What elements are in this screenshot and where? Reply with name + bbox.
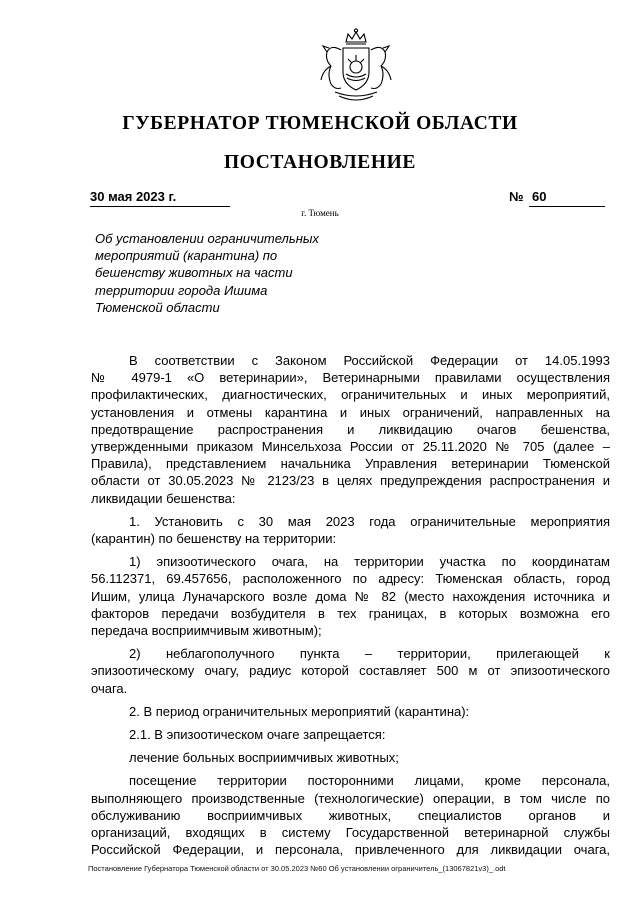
text-line: установления и отмены карантина и иных ограничений, направленных на bbox=[91, 404, 610, 420]
text-line: очага. bbox=[91, 680, 128, 696]
number-sign: № bbox=[509, 189, 524, 204]
paragraph-2-1-item bbox=[91, 749, 610, 766]
number-field bbox=[529, 188, 605, 207]
subject-line: мероприятий (карантина) по bbox=[95, 248, 278, 264]
text-line: утвержденными приказом Минсельхоза России от 25.11.2020 № 705 (далее – bbox=[91, 439, 610, 455]
text-line: предотвращение распространения и ликвидацию очагов бешенства, bbox=[91, 421, 610, 437]
text-line: Правила), представлением начальника Управления ветеринарии Тюменской bbox=[91, 456, 610, 472]
subject-block bbox=[95, 230, 355, 316]
city-label: г. Тюмень bbox=[301, 208, 339, 218]
date-value: 30 мая 2023 г. bbox=[90, 189, 177, 204]
paragraph-2-1 bbox=[91, 726, 610, 743]
subject-line: бешенству животных на части bbox=[95, 265, 293, 281]
org-title: ГУБЕРНАТОР ТЮМЕНСКОЙ ОБЛАСТИ bbox=[122, 113, 518, 134]
text-line: посещение территории посторонними лицами, кроме персонала, bbox=[129, 773, 610, 789]
date-field bbox=[90, 188, 230, 207]
text-line: профилактических, диагностических, ограничительных и иных мероприятий, bbox=[91, 387, 610, 403]
paragraph-preamble bbox=[91, 352, 610, 507]
text-line: 2.1. В эпизоотическом очаге запрещается: bbox=[129, 727, 386, 743]
footer-filename: Постановление Губернатора Тюменской области от 30.05.2023 №60 Об установлении ограничитель_(13067821v3)_.odt bbox=[88, 864, 506, 873]
document-type: ПОСТАНОВЛЕНИЕ bbox=[223, 152, 417, 173]
text-line: выполняющего производственные (технологические) операции, в том числе по bbox=[91, 790, 610, 806]
text-line: ликвидации бешенства: bbox=[91, 490, 236, 506]
text-line: 2. В период ограничительных мероприятий (карантина): bbox=[129, 703, 470, 719]
paragraph-1-1 bbox=[91, 553, 610, 639]
text-line: Российской Федерации, и персонала, привлеченного для ликвидации очага, bbox=[91, 842, 610, 858]
text-line: 1) эпизоотического очага, на территории участка по координатам bbox=[129, 554, 610, 570]
text-line: 1. Установить с 30 мая 2023 года ограничительные мероприятия bbox=[129, 513, 610, 529]
text-line: Ишим, улица Луначарского возле дома № 82 (место нахождения источника и bbox=[91, 588, 610, 604]
paragraph-2 bbox=[91, 703, 610, 720]
text-line: передача восприимчивым животным); bbox=[91, 623, 322, 639]
text-line: факторов передачи возбудителя в тех границах, в которых возможна его bbox=[91, 605, 610, 621]
paragraph-2-1-item bbox=[91, 772, 610, 858]
subject-line: Об установлении ограничительных bbox=[95, 231, 319, 246]
text-line: 56.112371, 69.457656, расположенного по адресу: Тюменская область, город bbox=[91, 571, 610, 587]
text-line: В соответствии с Законом Российской Федерации от 14.05.1993 bbox=[129, 353, 610, 368]
paragraph-1 bbox=[91, 513, 610, 547]
text-line: № 4979-1 «О ветеринарии», Ветеринарными правилами осуществления bbox=[91, 370, 610, 386]
subject-line: Тюменской области bbox=[95, 299, 220, 315]
paragraph-1-2 bbox=[91, 645, 610, 697]
text-line: области от 30.05.2023 № 2123/23 в целях предупреждения распространения и bbox=[91, 473, 610, 489]
number-value: 60 bbox=[532, 189, 547, 204]
document-body bbox=[91, 352, 610, 858]
text-line: 2) неблагополучного пункта – территории, прилегающей к bbox=[129, 646, 610, 662]
text-line: лечение больных восприимчивых животных; bbox=[129, 750, 399, 766]
subject-line: территории города Ишима bbox=[95, 282, 268, 298]
text-line: организаций, входящих в систему Государственной ветеринарной службы bbox=[91, 825, 610, 841]
coat-of-arms-icon bbox=[313, 28, 399, 108]
text-line: эпизоотическому очагу, радиус которой составляет 500 м от эпизоотического bbox=[91, 663, 610, 679]
text-line: обслуживанию восприимчивых животных, специалистов органов и bbox=[91, 807, 610, 823]
text-line: (карантин) по бешенству на территории: bbox=[91, 531, 337, 547]
